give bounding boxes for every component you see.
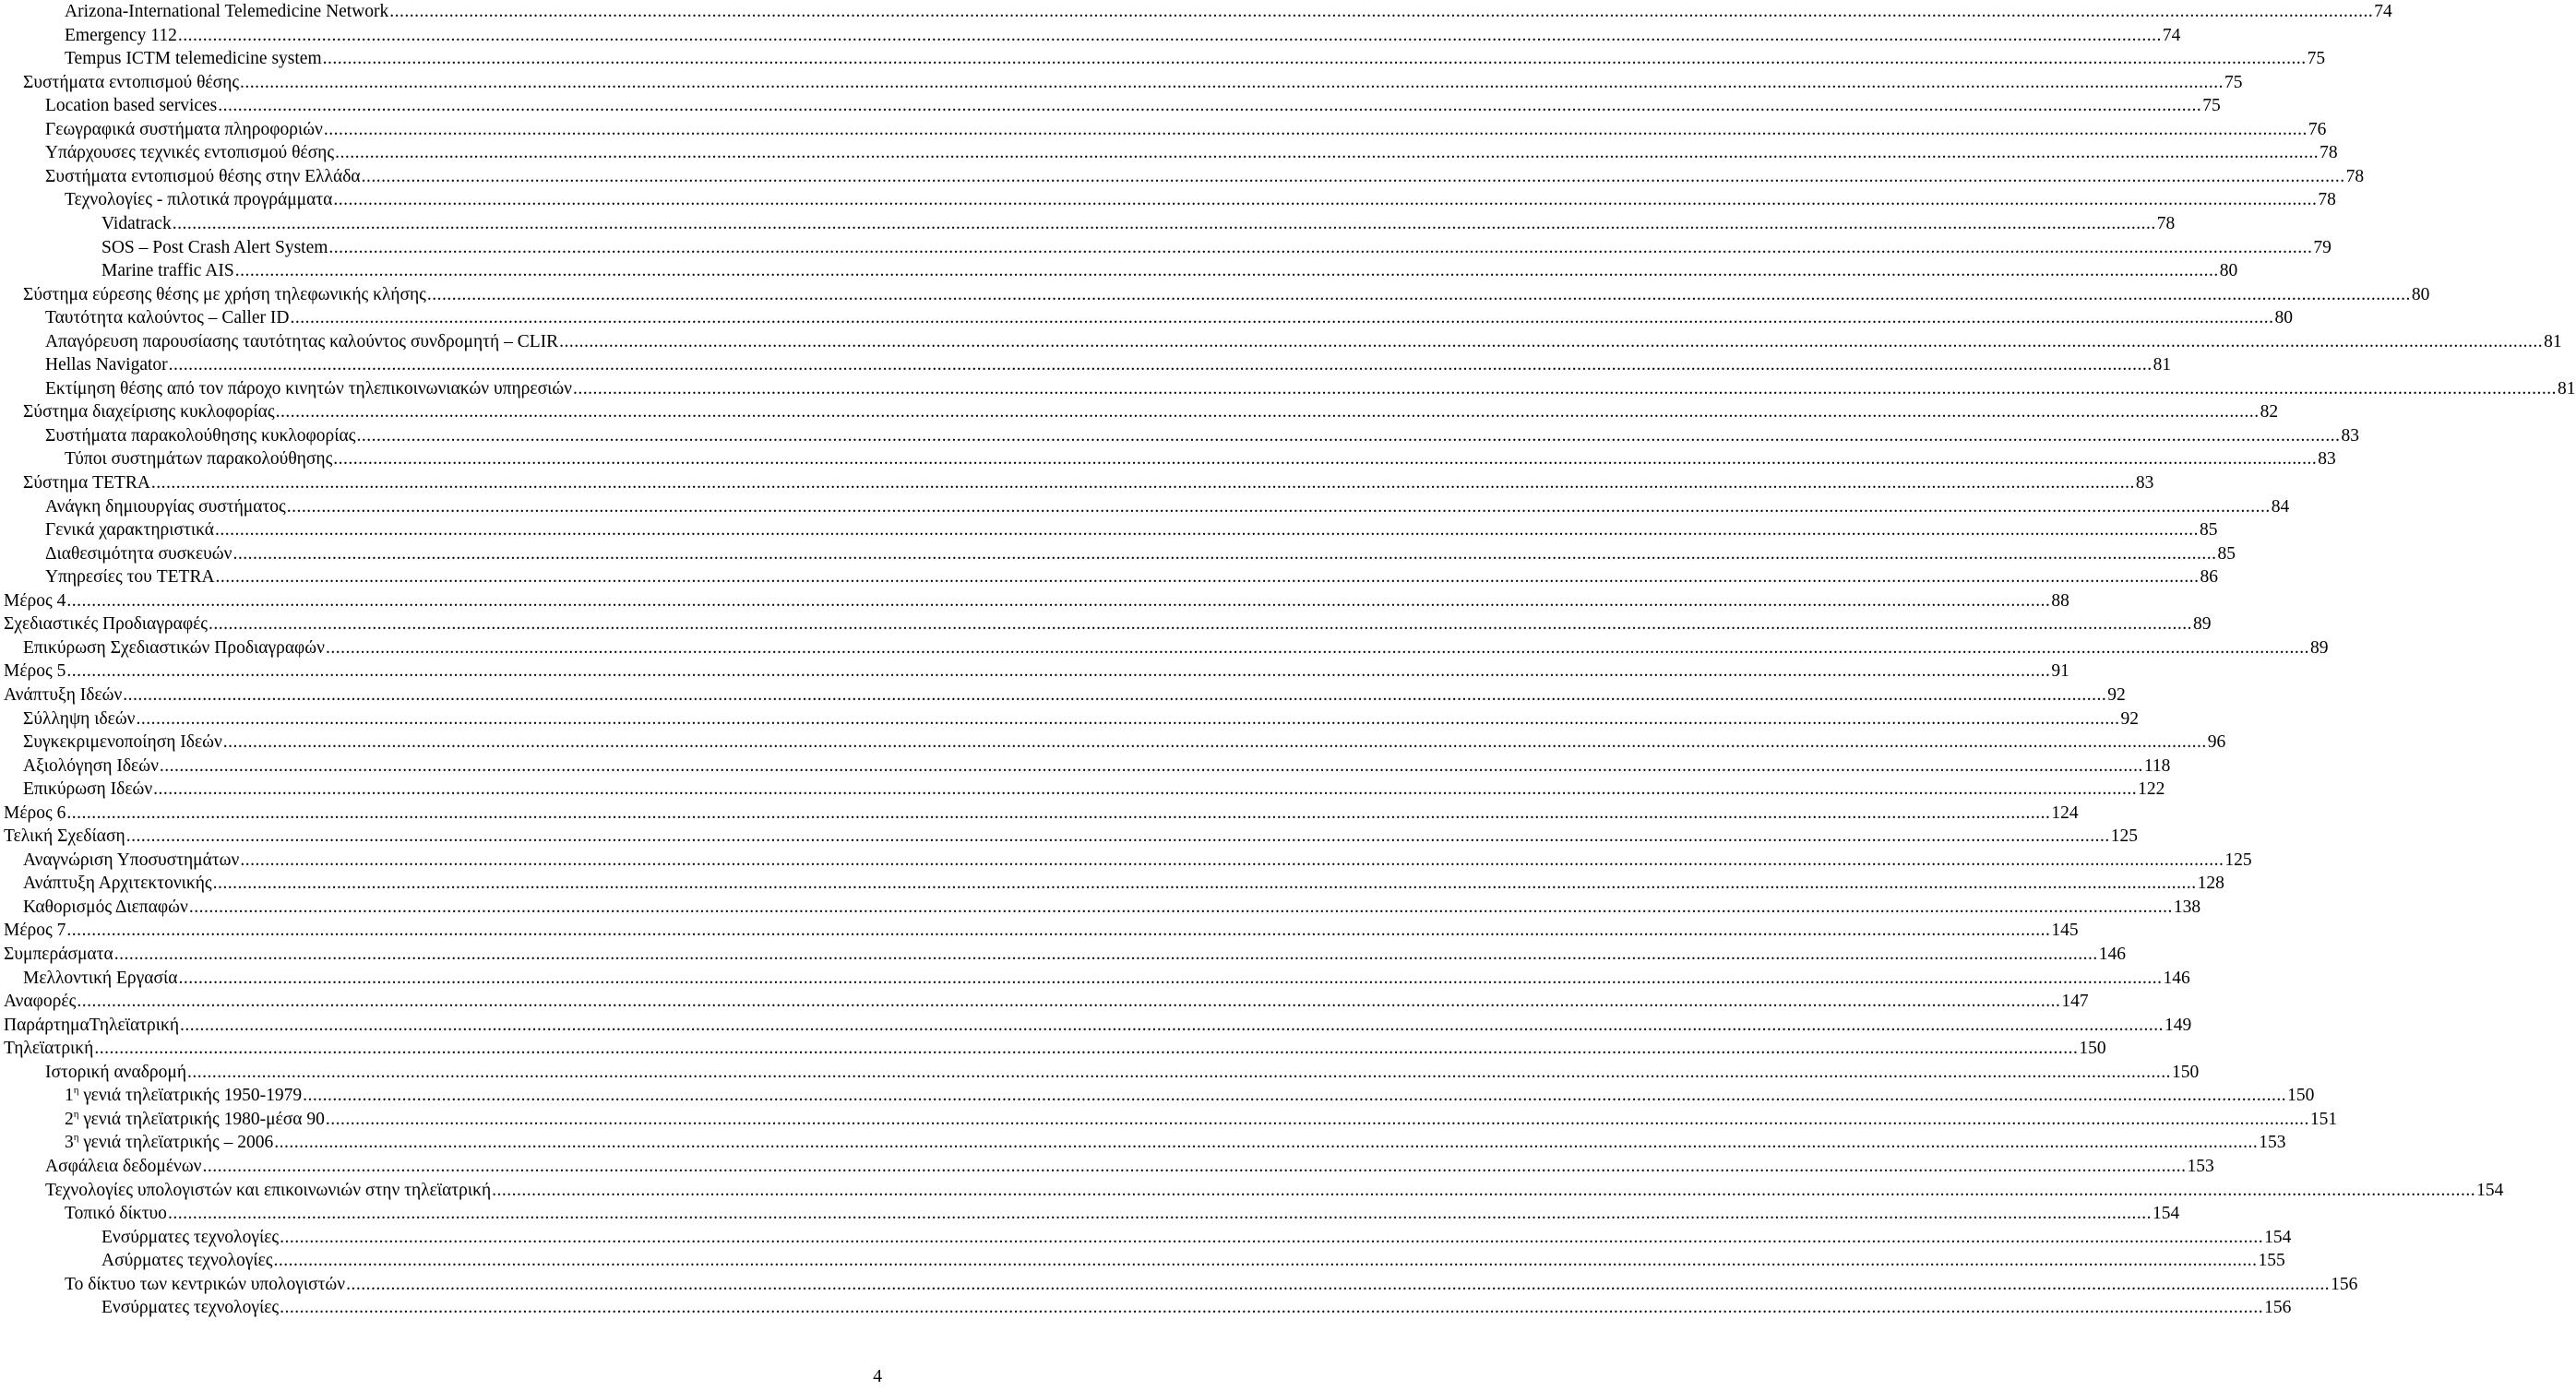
toc-entry-page: 75 — [2224, 72, 2243, 92]
toc-entry-page: 81 — [2153, 355, 2172, 375]
toc-entry-title: Ενσύρματες τεχνολογίες — [101, 1298, 280, 1318]
toc-entry-page: 150 — [2079, 1039, 2106, 1059]
toc-entry-title: Ανάπτυξη Αρχιτεκτονικής — [23, 874, 212, 894]
toc-dot-leader: ................................................................................................................................................................................................................................................................................................................................................................................................................ — [66, 661, 2051, 682]
toc-dot-leader: ................................................................................................................................................................................................................................................................................................................................................................................................................ — [323, 119, 2308, 139]
toc-dot-leader: ................................................................................................................................................................................................................................................................................................................................................................................................................ — [274, 1133, 2259, 1153]
toc-entry-title: Μέρος 4 — [4, 590, 66, 611]
toc-entry-title: Γενικά χαρακτηριστικά — [45, 520, 214, 541]
toc-entry-title: Απαγόρευση παρουσίασης ταυτότητας καλούντος συνδρομητή – CLIR — [45, 331, 559, 351]
toc-entry[interactable] — [0, 1155, 2214, 1178]
toc-dot-leader: ................................................................................................................................................................................................................................................................................................................................................................................................................ — [233, 543, 2217, 564]
toc-entry-page: 85 — [2217, 543, 2236, 564]
toc-dot-leader: ................................................................................................................................................................................................................................................................................................................................................................................................................ — [125, 826, 2110, 847]
toc-dot-leader: ................................................................................................................................................................................................................................................................................................................................................................................................................ — [77, 992, 2061, 1012]
toc-entry-page: 122 — [2138, 779, 2165, 800]
toc-entry[interactable] — [0, 283, 2430, 306]
toc-entry[interactable] — [0, 919, 2079, 942]
toc-entry-page: 92 — [2120, 708, 2139, 729]
toc-entry[interactable] — [0, 188, 2336, 211]
toc-dot-leader: ................................................................................................................................................................................................................................................................................................................................................................................................................ — [240, 72, 2224, 92]
toc-entry[interactable] — [0, 1084, 2315, 1107]
toc-entry-page: 75 — [2202, 96, 2221, 116]
toc-entry-title: Location based services — [45, 96, 218, 116]
toc-entry[interactable] — [0, 1202, 2180, 1225]
toc-entry-title: Υπάρχουσες τεχνικές εντοπισμού θέσης — [45, 143, 335, 163]
toc-entry[interactable] — [0, 612, 2212, 636]
toc-entry[interactable] — [0, 1179, 2504, 1202]
toc-entry[interactable] — [0, 141, 2338, 164]
toc-dot-leader: ................................................................................................................................................................................................................................................................................................................................................................................................................ — [218, 96, 2202, 116]
toc-entry-title: Σύστημα εύρεσης θέσης με χρήση τηλεφωνικής κλήσης — [23, 284, 426, 304]
toc-entry[interactable] — [0, 896, 2201, 919]
toc-entry-title: Αναγνώριση Υποσυστημάτων — [23, 850, 240, 870]
toc-entry-page: 85 — [2199, 520, 2218, 541]
toc-entry-page: 76 — [2308, 119, 2327, 139]
toc-entry-page: 149 — [2165, 1015, 2192, 1035]
toc-entry-title: Ανάπτυξη Ιδεών — [4, 684, 123, 705]
toc-entry[interactable] — [0, 1131, 2286, 1154]
toc-entry-title: Συστήματα εντοπισμού θέσης στην Ελλάδα — [45, 166, 361, 186]
toc-entry-page: 83 — [2318, 449, 2336, 470]
toc-entry-page: 128 — [2197, 874, 2224, 894]
toc-entry-title: Σύστημα διαχείρισης κυκλοφορίας — [23, 402, 275, 422]
toc-entry-title: Γεωγραφικά συστήματα πληροφοριών — [45, 119, 323, 139]
toc-dot-leader: ................................................................................................................................................................................................................................................................................................................................................................................................................ — [209, 614, 2192, 635]
toc-entry-page: 92 — [2107, 684, 2126, 705]
toc-entry-page: 155 — [2258, 1251, 2285, 1271]
toc-dot-leader: ................................................................................................................................................................................................................................................................................................................................................................................................................ — [356, 425, 2341, 446]
toc-entry[interactable] — [0, 165, 2365, 188]
toc-entry-title: ΠαράρτημαΤηλεϊατρική — [4, 1015, 180, 1035]
toc-dot-leader: ................................................................................................................................................................................................................................................................................................................................................................................................................ — [328, 237, 2313, 257]
toc-dot-leader: ................................................................................................................................................................................................................................................................................................................................................................................................................ — [273, 1251, 2258, 1271]
toc-dot-leader: ................................................................................................................................................................................................................................................................................................................................................................................................................ — [150, 473, 2135, 493]
toc-entry[interactable] — [0, 377, 2576, 400]
toc-entry-page: 84 — [2271, 496, 2290, 517]
toc-dot-leader: ................................................................................................................................................................................................................................................................................................................................................................................................................ — [172, 213, 2156, 233]
toc-entry[interactable] — [0, 849, 2252, 872]
toc-dot-leader: ................................................................................................................................................................................................................................................................................................................................................................................................................ — [325, 1109, 2309, 1129]
toc-entry-title: Vidatrack — [101, 213, 172, 233]
toc-dot-leader: ................................................................................................................................................................................................................................................................................................................................................................................................................ — [303, 1086, 2287, 1106]
toc-entry-page: 75 — [2307, 49, 2326, 69]
toc-entry-page: 78 — [2318, 190, 2336, 210]
toc-entry[interactable] — [0, 47, 2326, 70]
toc-dot-leader: ................................................................................................................................................................................................................................................................................................................................................................................................................ — [202, 1156, 2187, 1176]
toc-entry-page: 146 — [2098, 945, 2126, 964]
toc-entry-page: 156 — [2331, 1274, 2358, 1294]
toc-entry-page: 146 — [2163, 968, 2190, 988]
toc-entry[interactable] — [0, 565, 2219, 588]
toc-entry-title: Τοπικό δίκτυο — [65, 1204, 167, 1224]
toc-entry-title: Tempus ICTM telemedicine system — [65, 49, 322, 69]
toc-entry-page: 80 — [2274, 308, 2293, 328]
toc-entry-title: Μέρος 7 — [4, 921, 66, 941]
ordinal-superscript: η — [73, 1132, 79, 1144]
toc-dot-leader: ................................................................................................................................................................................................................................................................................................................................................................................................................ — [94, 1039, 2079, 1059]
toc-dot-leader: ................................................................................................................................................................................................................................................................................................................................................................................................................ — [492, 1180, 2476, 1200]
toc-entry-title: Τεχνολογίες υπολογιστών και επικοινωνιών στην τηλεϊατρική — [45, 1180, 492, 1200]
toc-entry[interactable] — [0, 518, 2218, 541]
toc-entry-title: Αξιολόγηση Ιδεών — [23, 755, 159, 776]
toc-entry-page: 80 — [2219, 261, 2238, 281]
toc-dot-leader: ................................................................................................................................................................................................................................................................................................................................................................................................................ — [280, 1298, 2264, 1318]
toc-entry-page: 154 — [2264, 1227, 2292, 1247]
toc-entry-page: 153 — [2259, 1133, 2286, 1153]
toc-entry-title: Ασφάλεια δεδομένων — [45, 1156, 202, 1176]
toc-entry[interactable] — [0, 542, 2236, 565]
toc-entry[interactable] — [0, 424, 2359, 447]
toc-entry[interactable] — [0, 94, 2221, 117]
toc-entry-title: Ενσύρματες τεχνολογίες — [101, 1227, 280, 1247]
toc-entry-title: Ασύρματες τεχνολογίες — [101, 1251, 273, 1271]
toc-entry[interactable] — [0, 1296, 2292, 1319]
toc-dot-leader: ................................................................................................................................................................................................................................................................................................................................................................................................................ — [559, 331, 2544, 351]
toc-entry-page: 89 — [2193, 614, 2212, 635]
toc-dot-leader: ................................................................................................................................................................................................................................................................................................................................................................................................................ — [178, 968, 2163, 988]
toc-entry-page: 74 — [2374, 2, 2392, 21]
toc-entry-page: 81 — [2558, 378, 2576, 398]
toc-entry[interactable] — [0, 967, 2190, 990]
toc-dot-leader: ................................................................................................................................................................................................................................................................................................................................................................................................................ — [113, 945, 2098, 964]
toc-entry-page: 96 — [2207, 732, 2226, 753]
toc-entry-page: 78 — [2345, 166, 2365, 186]
toc-entry[interactable] — [0, 0, 2392, 23]
toc-entry-title: Το δίκτυο των κεντρικών υπολογιστών — [65, 1274, 346, 1294]
toc-entry[interactable] — [0, 447, 2336, 470]
toc-entry-title: Τηλεϊατρική — [4, 1039, 94, 1059]
toc-entry[interactable] — [0, 353, 2172, 376]
toc-entry-page: 83 — [2341, 425, 2359, 446]
toc-entry[interactable] — [0, 731, 2226, 754]
toc-dot-leader: ................................................................................................................................................................................................................................................................................................................................................................................................................ — [215, 567, 2200, 588]
toc-entry[interactable] — [0, 471, 2154, 494]
toc-dot-leader: ................................................................................................................................................................................................................................................................................................................................................................................................................ — [361, 166, 2345, 186]
toc-entry-title: Τελική Σχεδίαση — [4, 826, 125, 847]
toc-entry-title: Υπηρεσίες του TETRA — [45, 567, 215, 588]
toc-entry-title: Τύποι συστημάτων παρακολούθησης — [65, 449, 333, 470]
toc-dot-leader: ................................................................................................................................................................................................................................................................................................................................................................................................................ — [240, 850, 2224, 870]
toc-entry-page: 86 — [2200, 567, 2219, 588]
toc-entry-title: Αναφορές — [4, 992, 77, 1012]
toc-dot-leader: ................................................................................................................................................................................................................................................................................................................................................................................................................ — [177, 25, 2162, 45]
toc-dot-leader: ................................................................................................................................................................................................................................................................................................................................................................................................................ — [187, 1062, 2172, 1082]
toc-entry-title: Επικύρωση Σχεδιαστικών Προδιαγραφών — [23, 637, 325, 658]
toc-dot-leader: ................................................................................................................................................................................................................................................................................................................................................................................................................ — [153, 779, 2138, 800]
toc-entry-page: 89 — [2309, 637, 2329, 658]
toc-entry-title: Emergency 112 — [65, 25, 177, 45]
toc-entry-title: Συστήματα εντοπισμού θέσης — [23, 72, 240, 92]
toc-entry-page: 145 — [2051, 921, 2079, 941]
toc-entry-page: 88 — [2051, 590, 2069, 611]
toc-entry-page: 124 — [2051, 802, 2079, 823]
toc-dot-leader: ................................................................................................................................................................................................................................................................................................................................................................................................................ — [222, 732, 2207, 753]
toc-entry[interactable] — [0, 1108, 2338, 1131]
toc-entry-page: 74 — [2162, 25, 2181, 45]
toc-entry-title: Μέρος 5 — [4, 661, 66, 682]
toc-entry-page: 147 — [2061, 992, 2089, 1012]
toc-entry[interactable] — [0, 236, 2332, 259]
toc-entry-page: 150 — [2172, 1062, 2200, 1082]
toc-entry-title: Τεχνολογίες - πιλοτικά προγράμματα — [65, 190, 333, 210]
toc-entry[interactable] — [0, 943, 2126, 966]
toc-dot-leader: ................................................................................................................................................................................................................................................................................................................................................................................................................ — [136, 708, 2120, 729]
toc-entry-page: 156 — [2264, 1298, 2292, 1318]
toc-entry-title: Σύστημα TETRA — [23, 473, 150, 493]
toc-entry-page: 91 — [2051, 661, 2069, 682]
toc-entry[interactable] — [0, 778, 2165, 801]
toc-entry-title: Καθορισμός Διεπαφών — [23, 897, 188, 917]
toc-entry-title: SOS – Post Crash Alert System — [101, 237, 328, 257]
toc-dot-leader: ................................................................................................................................................................................................................................................................................................................................................................................................................ — [333, 449, 2318, 470]
toc-entry[interactable] — [0, 825, 2138, 848]
toc-entry[interactable] — [0, 495, 2290, 518]
toc-entry-title: Συμπεράσματα — [4, 945, 113, 964]
toc-entry-title: Σχεδιαστικές Προδιαγραφές — [4, 614, 208, 635]
toc-entry[interactable] — [0, 1061, 2200, 1084]
toc-entry[interactable] — [0, 990, 2089, 1013]
toc-entry-title: Ταυτότητα καλούντος – Caller ID — [45, 308, 290, 328]
ordinal-superscript: η — [73, 1085, 79, 1097]
toc-entry-page: 80 — [2411, 284, 2430, 304]
toc-entry-title: Μελλοντική Εργασία — [23, 968, 178, 988]
toc-dot-leader: ................................................................................................................................................................................................................................................................................................................................................................................................................ — [280, 1227, 2264, 1247]
toc-entry-page: 154 — [2152, 1204, 2180, 1224]
toc-dot-leader: ................................................................................................................................................................................................................................................................................................................................................................................................................ — [167, 1204, 2152, 1224]
toc-entry[interactable] — [0, 660, 2069, 683]
toc-entry-page: 118 — [2143, 755, 2171, 776]
toc-entry[interactable] — [0, 306, 2293, 329]
toc-entry-title: $2^\eta$ γενιά τηλεϊατρικής 1980-μέσα 90 — [65, 1108, 325, 1129]
toc-entry[interactable] — [0, 24, 2181, 47]
toc-entry-title: Διαθεσιμότητα συσκευών — [45, 543, 233, 564]
toc-entry[interactable] — [0, 1249, 2285, 1272]
toc-dot-leader: ................................................................................................................................................................................................................................................................................................................................................................................................................ — [290, 308, 2274, 328]
toc-entry-title: Ανάγκη δημιουργίας συστήματος — [45, 496, 286, 517]
toc-entry-page: 81 — [2544, 331, 2562, 351]
toc-dot-leader: ................................................................................................................................................................................................................................................................................................................................................................................................................ — [346, 1274, 2331, 1294]
toc-dot-leader: ................................................................................................................................................................................................................................................................................................................................................................................................................ — [123, 684, 2107, 705]
toc-entry-page: 153 — [2187, 1156, 2214, 1176]
toc-dot-leader: ................................................................................................................................................................................................................................................................................................................................................................................................................ — [325, 637, 2309, 658]
toc-entry[interactable] — [0, 400, 2279, 423]
toc-dot-leader: ................................................................................................................................................................................................................................................................................................................................................................................................................ — [66, 590, 2051, 611]
toc-dot-leader: ................................................................................................................................................................................................................................................................................................................................................................................................................ — [188, 897, 2173, 917]
toc-dot-leader: ................................................................................................................................................................................................................................................................................................................................................................................................................ — [180, 1015, 2165, 1035]
toc-entry-page: 151 — [2309, 1109, 2338, 1129]
toc-dot-leader: ................................................................................................................................................................................................................................................................................................................................................................................................................ — [214, 520, 2199, 541]
toc-entry[interactable] — [0, 1273, 2358, 1296]
toc-entry-title: Hellas Navigator — [45, 355, 168, 375]
toc-entry-title: Επικύρωση Ιδεών — [23, 779, 153, 800]
toc-entry[interactable] — [0, 1014, 2192, 1037]
toc-entry[interactable] — [0, 589, 2069, 612]
toc-dot-leader: ................................................................................................................................................................................................................................................................................................................................................................................................................ — [234, 261, 2219, 281]
toc-dot-leader: ................................................................................................................................................................................................................................................................................................................................................................................................................ — [333, 190, 2318, 210]
toc-entry[interactable] — [0, 1037, 2106, 1060]
toc-entry-page: 78 — [2156, 213, 2176, 233]
toc-entry[interactable] — [0, 755, 2171, 778]
toc-entry[interactable] — [0, 330, 2562, 353]
toc-dot-leader: ................................................................................................................................................................................................................................................................................................................................................................................................................ — [322, 49, 2307, 69]
toc-entry-page: 82 — [2260, 402, 2279, 422]
toc-entry[interactable] — [0, 259, 2238, 282]
toc-dot-leader: ................................................................................................................................................................................................................................................................................................................................................................................................................ — [66, 802, 2051, 823]
toc-entry-page: 154 — [2476, 1180, 2504, 1200]
ordinal-superscript: η — [73, 1108, 79, 1120]
toc-entry[interactable] — [0, 684, 2126, 707]
toc-entry-title: Εκτίμηση θέσης από τον πάροχο κινητών τηλεπικοινωνιακών υπηρεσιών — [45, 378, 573, 398]
toc-entry[interactable] — [0, 71, 2243, 94]
toc-entry-page: 125 — [2110, 826, 2138, 847]
toc-dot-leader: ................................................................................................................................................................................................................................................................................................................................................................................................................ — [168, 355, 2153, 375]
toc-entry[interactable] — [0, 212, 2176, 235]
toc-entry-title: Μέρος 6 — [4, 802, 66, 823]
toc-entry-page: 78 — [2320, 143, 2338, 163]
toc-entry-page: 150 — [2287, 1086, 2315, 1106]
toc-entry[interactable] — [0, 872, 2224, 895]
toc-dot-leader: ................................................................................................................................................................................................................................................................................................................................................................................................................ — [573, 378, 2558, 398]
toc-dot-leader: ................................................................................................................................................................................................................................................................................................................................................................................................................ — [212, 874, 2197, 894]
toc-entry-page: 125 — [2224, 850, 2252, 870]
toc-entry-title: $1^\eta$ γενιά τηλεϊατρικής 1950-1979 — [65, 1085, 303, 1106]
toc-dot-leader: ................................................................................................................................................................................................................................................................................................................................................................................................................ — [389, 2, 2374, 21]
toc-dot-leader: ................................................................................................................................................................................................................................................................................................................................................................................................................ — [66, 921, 2051, 941]
toc-dot-leader: ................................................................................................................................................................................................................................................................................................................................................................................................................ — [275, 402, 2260, 422]
toc-entry-page: 138 — [2173, 897, 2201, 917]
toc-dot-leader: ................................................................................................................................................................................................................................................................................................................................................................................................................ — [159, 755, 2143, 776]
toc-entry-title: Marine traffic AIS — [101, 261, 234, 281]
toc-entry-title: $3^\eta$ γενιά τηλεϊατρικής – 2006 — [65, 1132, 274, 1153]
toc-entry[interactable] — [0, 636, 2329, 660]
toc-entry-title: Συγκεκριμενοποίηση Ιδεών — [23, 732, 222, 753]
toc-dot-leader: ................................................................................................................................................................................................................................................................................................................................................................................................................ — [335, 143, 2320, 163]
toc-entry-page: 83 — [2135, 473, 2154, 493]
toc-dot-leader: ................................................................................................................................................................................................................................................................................................................................................................................................................ — [286, 496, 2271, 517]
toc-entry[interactable] — [0, 707, 2139, 731]
toc-entry[interactable] — [0, 802, 2079, 825]
toc-entry[interactable] — [0, 1226, 2292, 1249]
page-number: 4 — [873, 1367, 882, 1386]
toc-entry[interactable] — [0, 118, 2327, 141]
toc-entry-title: Ιστορική αναδρομή — [45, 1062, 187, 1082]
toc-entry-title: Arizona-International Telemedicine Network — [65, 2, 389, 21]
toc-entry-page: 79 — [2313, 237, 2332, 257]
toc-dot-leader: ................................................................................................................................................................................................................................................................................................................................................................................................................ — [426, 284, 2411, 304]
toc-entry-title: Συστήματα παρακολούθησης κυκλοφορίας — [45, 425, 356, 446]
toc-entry-title: Σύλληψη ιδεών — [23, 708, 136, 729]
